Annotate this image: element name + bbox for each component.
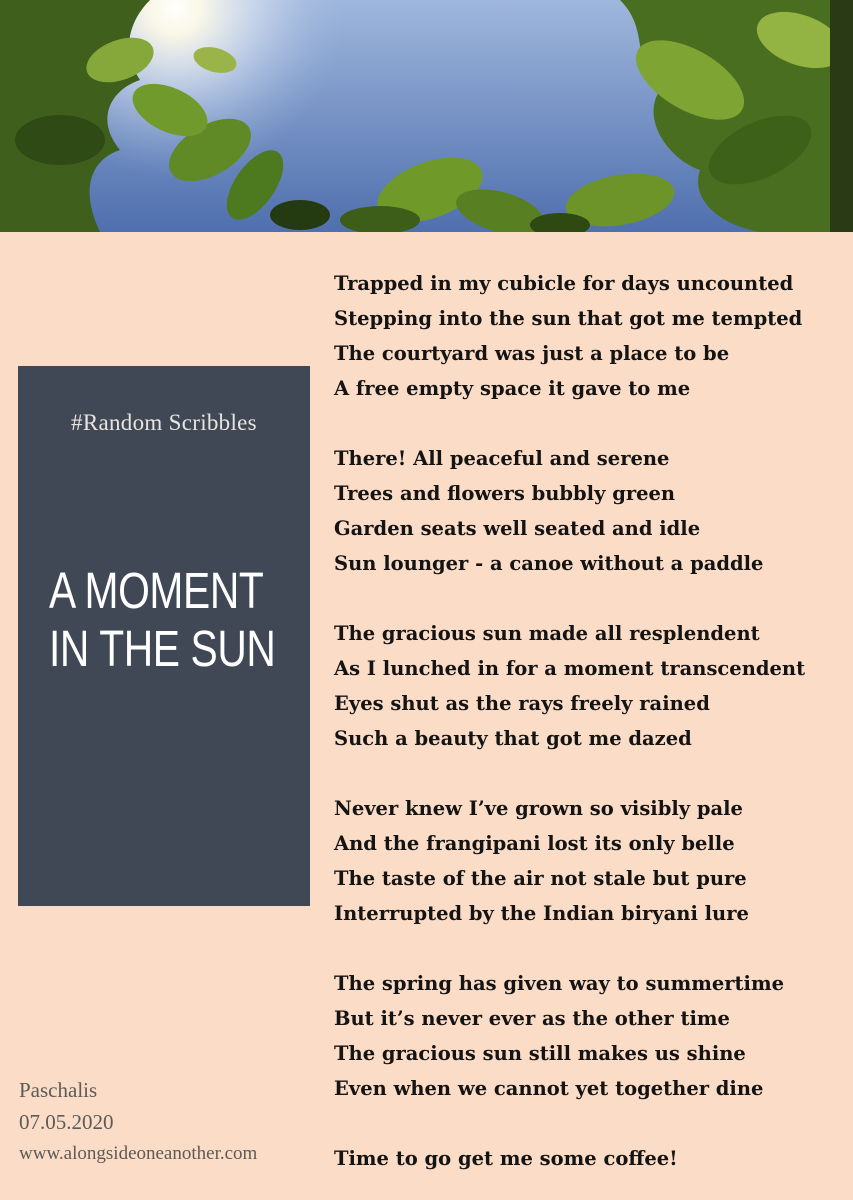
poem-line: The spring has given way to summertime bbox=[334, 972, 785, 995]
poem-line: Sun lounger - a canoe without a paddle bbox=[334, 552, 764, 575]
category-tag: #Random Scribbles bbox=[71, 410, 257, 435]
poem-line: Never knew I’ve grown so visibly pale bbox=[334, 797, 743, 820]
poem-line: The taste of the air not stale but pure bbox=[334, 867, 747, 890]
poem-line: Trapped in my cubicle for days uncounted bbox=[334, 272, 794, 295]
poem-line: Garden seats well seated and idle bbox=[334, 517, 701, 540]
poem-line: And the frangipani lost its only belle bbox=[334, 832, 735, 855]
closing-line: Time to go get me some coffee! bbox=[334, 1147, 678, 1170]
poem-line: The gracious sun still makes us shine bbox=[334, 1042, 746, 1065]
author-name: Paschalis bbox=[19, 1078, 98, 1102]
poem-line: The gracious sun made all resplendent bbox=[334, 622, 760, 645]
poem-body bbox=[334, 266, 844, 1176]
stanza-3 bbox=[334, 616, 844, 756]
poem-title bbox=[49, 562, 276, 678]
stanza-4 bbox=[334, 791, 844, 931]
poem-line: The courtyard was just a place to be bbox=[334, 342, 730, 365]
poem-line: Interrupted by the Indian biryani lure bbox=[334, 902, 749, 925]
poem-line: Stepping into the sun that got me tempted bbox=[334, 307, 803, 330]
publish-date: 07.05.2020 bbox=[19, 1110, 114, 1134]
hero-photo-sun-through-leaves bbox=[0, 0, 853, 232]
poem-line: Trees and flowers bubbly green bbox=[334, 482, 676, 505]
poem-line: A free empty space it gave to me bbox=[334, 377, 691, 400]
stanza-5 bbox=[334, 966, 844, 1106]
title-line-2: IN THE SUN bbox=[49, 620, 276, 677]
title-line-1: A MOMENT bbox=[49, 562, 264, 619]
poem-line: But it’s never ever as the other time bbox=[334, 1007, 730, 1030]
poem-line: Eyes shut as the rays freely rained bbox=[334, 692, 710, 715]
stanza-1 bbox=[334, 266, 844, 406]
title-card bbox=[18, 366, 310, 906]
poem-line: Such a beauty that got me dazed bbox=[334, 727, 692, 750]
poem-line: There! All peaceful and serene bbox=[334, 447, 670, 470]
poem-line: Even when we cannot yet together dine bbox=[334, 1077, 764, 1100]
author-info bbox=[19, 1074, 339, 1170]
stanza-2 bbox=[334, 441, 844, 581]
poem-line: As I lunched in for a moment transcendent bbox=[334, 657, 806, 680]
website-url: www.alongsideoneanother.com bbox=[19, 1143, 258, 1164]
